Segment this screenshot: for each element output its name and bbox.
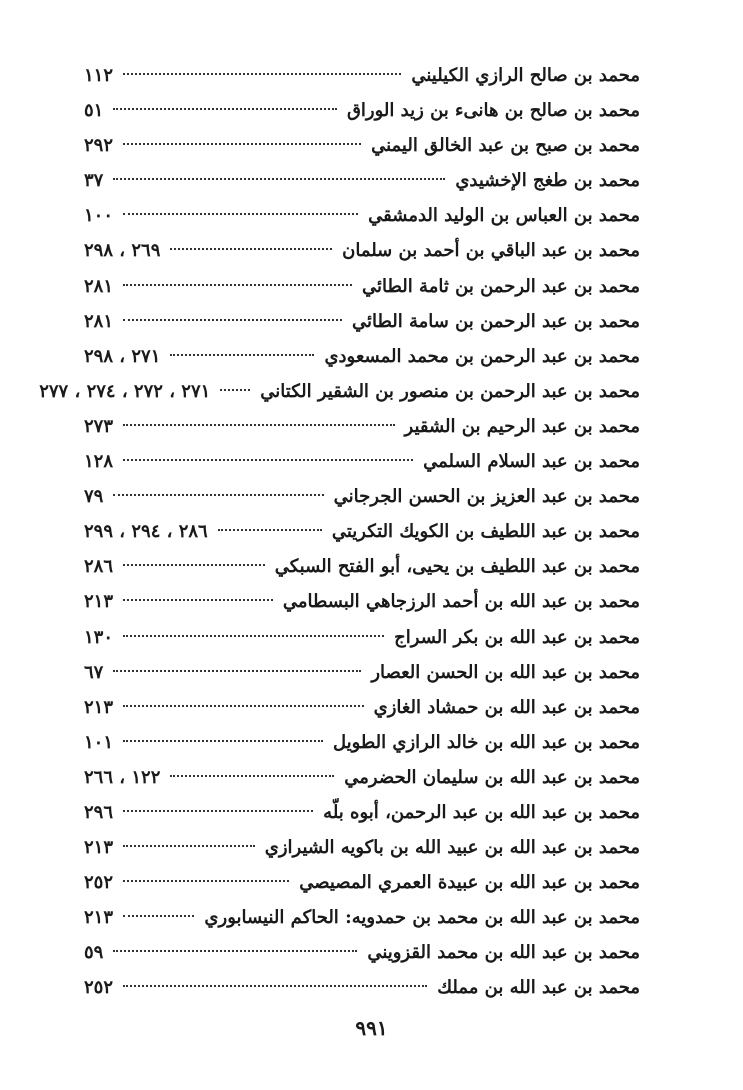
dot-leader	[123, 424, 395, 426]
dot-leader	[123, 635, 384, 637]
index-entry	[84, 304, 640, 339]
dot-leader	[123, 143, 361, 145]
dot-leader	[170, 354, 314, 356]
dot-leader	[170, 775, 334, 777]
entry-name: محمد بن عبد الله بن عبيدة العمري المصيصي	[299, 872, 640, 894]
index-entry	[39, 374, 640, 409]
entry-page-refs: ٢٥٢	[84, 977, 114, 999]
entry-name: محمد بن عبد الله بن عبيد الله بن باكويه الشيرازي	[264, 837, 640, 859]
entry-page-refs: ٢٨١	[84, 275, 114, 297]
entry-page-refs: ٥١	[84, 100, 104, 122]
dot-leader	[123, 985, 427, 987]
dot-leader	[123, 73, 401, 75]
entry-page-refs: ٦٧	[84, 661, 104, 683]
entry-name: محمد بن عبد الرحمن بن محمد المسعودي	[324, 345, 640, 367]
entry-name: محمد بن عبد الله بن حمشاد الغازي	[373, 696, 640, 718]
dot-leader	[123, 564, 265, 566]
entry-name: محمد بن عبد اللطيف بن الكويك التكريتي	[331, 521, 640, 543]
entry-name: محمد بن صالح الرازي الكيليني	[411, 65, 640, 86]
index-entry	[84, 198, 640, 233]
index-entry	[84, 725, 640, 760]
index-entry	[84, 760, 640, 795]
index-entry	[84, 690, 640, 725]
index-entry	[84, 549, 640, 584]
index-entry	[84, 935, 640, 970]
entry-name: محمد بن عبد اللطيف بن يحيى، أبو الفتح السبكي	[274, 556, 640, 578]
index-entry	[84, 865, 640, 900]
index-entry	[84, 514, 640, 549]
dot-leader	[123, 845, 255, 847]
entry-page-refs: ٢٦٩ ، ٢٩٨	[84, 240, 161, 262]
entry-name: محمد بن عبد الرحيم بن الشقير	[404, 415, 640, 437]
entry-page-refs: ٢٧١ ، ٢٩٨	[84, 345, 161, 367]
dot-leader	[113, 108, 337, 110]
entry-page-refs: ٢٩٢	[84, 135, 114, 157]
entry-name: محمد بن عبد الله بن أحمد الرزجاهي البسطامي	[282, 591, 640, 613]
dot-leader	[123, 599, 273, 601]
entry-page-refs: ٢١٣	[84, 696, 114, 718]
entry-name: محمد بن عبد الباقي بن أحمد بن سلمان	[342, 240, 640, 262]
entry-page-refs: ١٢٢ ، ٢٦٦	[84, 766, 161, 788]
entry-name: محمد بن عبد الرحمن بن منصور بن الشقير الكتاني	[260, 380, 640, 402]
dot-leader	[113, 670, 361, 672]
entry-page-refs: ٣٧	[84, 170, 104, 192]
dot-leader	[218, 529, 322, 531]
entry-name: محمد بن عبد الرحمن بن سامة الطائي	[351, 310, 640, 332]
entry-name: محمد بن عبد العزيز بن الحسن الجرجاني	[333, 486, 640, 508]
index-entry	[84, 339, 640, 374]
entry-page-refs: ٢٥٢	[84, 872, 114, 894]
index-entry	[84, 444, 640, 479]
entry-page-refs: ٢١٣	[84, 591, 114, 613]
index-entry	[84, 830, 640, 865]
entry-name: محمد بن صبح بن عبد الخالق اليمني	[371, 135, 640, 157]
dot-leader	[113, 950, 357, 952]
entry-name: محمد بن عبد الله بن خالد الرازي الطويل	[332, 731, 640, 753]
entry-page-refs: ٢١٣	[84, 837, 114, 859]
entry-name: محمد بن عبد الله بن عبد الرحمن، أبوه بلّه	[323, 801, 640, 823]
entry-name: محمد بن عبد الله بن مملك	[437, 977, 640, 999]
index-entry	[84, 233, 640, 268]
entry-page-refs: ٢١٣	[84, 907, 114, 929]
entry-page-refs: ١١٢	[84, 65, 114, 86]
entry-page-refs: ٢٩٦	[84, 801, 114, 823]
entry-name: محمد بن عبد الله بن محمد القزويني	[367, 942, 640, 964]
index-entry	[84, 409, 640, 444]
index-entry	[84, 900, 640, 935]
entry-name: محمد بن العباس بن الوليد الدمشقي	[368, 205, 640, 227]
index-entry	[84, 93, 640, 128]
entry-name: محمد بن عبد الله بن الحسن العصار	[371, 661, 640, 683]
entry-name: محمد بن عبد السلام السلمي	[423, 451, 640, 473]
dot-leader	[123, 284, 352, 286]
entry-page-refs: ١٣٠	[84, 626, 114, 648]
index-entry	[84, 584, 640, 619]
entry-name: محمد بن عبد الله بن سليمان الحضرمي	[344, 766, 640, 788]
dot-leader	[123, 810, 313, 812]
entry-page-refs: ٧٩	[84, 486, 104, 508]
entry-page-refs: ١٠١	[84, 731, 114, 753]
dot-leader	[123, 880, 289, 882]
index-entry	[84, 269, 640, 304]
dot-leader	[123, 319, 342, 321]
index-entry	[84, 479, 640, 514]
index-entry	[84, 655, 640, 690]
entry-page-refs: ٢٨٦ ، ٢٩٤ ، ٢٩٩	[84, 521, 208, 543]
dot-leader	[113, 178, 445, 180]
index-entry	[84, 163, 640, 198]
dot-leader	[170, 248, 332, 250]
index-entry	[84, 58, 640, 93]
entry-page-refs: ٢٨٦	[84, 556, 114, 578]
dot-leader	[123, 213, 358, 215]
entry-page-refs: ٢٧٣	[84, 415, 114, 437]
index-entry	[84, 795, 640, 830]
entry-name: محمد بن عبد الرحمن بن ثامة الطائي	[362, 275, 640, 297]
dot-leader	[123, 915, 194, 917]
entry-page-refs: ١٠٠	[84, 205, 114, 227]
dot-leader	[123, 459, 413, 461]
dot-leader	[123, 740, 323, 742]
entry-name: محمد بن صالح بن هانىء بن زيد الوراق	[346, 100, 640, 122]
entry-page-refs: ٢٧١ ، ٢٧٢ ، ٢٧٤ ، ٢٧٧	[39, 380, 211, 402]
index-entry	[84, 620, 640, 655]
index-entry	[84, 128, 640, 163]
page-number: ٩٩١	[355, 1016, 388, 1040]
entry-name: محمد بن طغج الإخشيدي	[455, 170, 640, 192]
dot-leader	[113, 494, 323, 496]
entry-name: محمد بن عبد الله بن بكر السراج	[394, 626, 640, 648]
dot-leader	[220, 389, 250, 391]
entry-page-refs: ٢٨١	[84, 310, 114, 332]
entry-page-refs: ١٢٨	[84, 451, 114, 473]
dot-leader	[123, 705, 364, 707]
index-list	[39, 58, 640, 1006]
index-entry	[84, 970, 640, 1005]
entry-name: محمد بن عبد الله بن محمد بن حمدويه: الحاكم النيسابوري	[204, 907, 640, 929]
entry-page-refs: ٥٩	[84, 942, 104, 964]
